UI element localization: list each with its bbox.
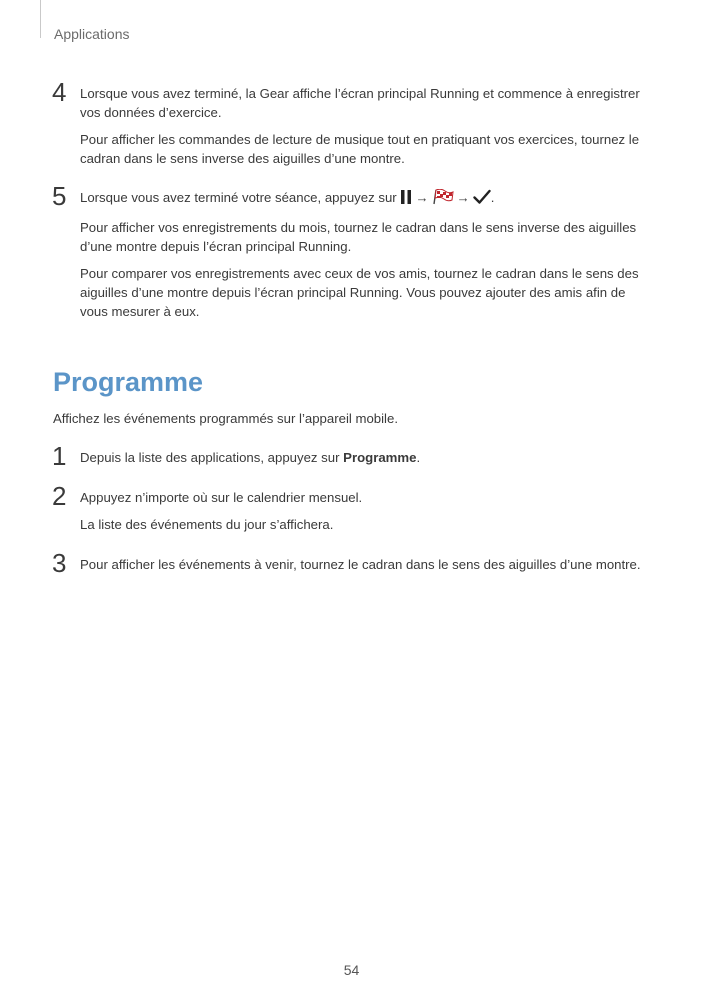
step-body [80, 188, 648, 329]
step-number: 4 [52, 77, 67, 107]
step-text: Lorsque vous avez terminé, la Gear affiche l’écran principal Running et commence à enregistrer vos données d’exercice. [80, 86, 640, 120]
step-text-before: Depuis la liste des applications, appuyez sur [80, 450, 344, 465]
arrow-glyph: → [456, 190, 470, 205]
section-intro: Affichez les événements programmés sur l’appareil mobile. [53, 411, 398, 426]
step-number: 5 [52, 181, 67, 211]
arrow-glyph: → [415, 190, 429, 205]
programme-bold-label: Programme [343, 450, 417, 465]
step-lead-text: Lorsque vous avez terminé votre séance, appuyez sur [80, 190, 397, 205]
step-end-text: . [490, 190, 495, 205]
step-text: Pour afficher les événements à venir, tournez le cadran dans le sens des aiguilles d’une montre. [80, 557, 641, 572]
page-number: 54 [343, 962, 360, 978]
step-body [80, 84, 648, 176]
section-title: Programme [53, 367, 204, 397]
step-number: 1 [52, 441, 67, 471]
step-text: Pour afficher les commandes de lecture de musique tout en pratiquant vos exercices, tournez le cadran dans le sens inverse des aiguilles d’une montre. [80, 132, 640, 166]
step-body [80, 488, 648, 542]
step-text [80, 448, 648, 467]
checkmark-icon [473, 189, 491, 210]
step-text: Pour comparer vos enregistrements avec ceux de vos amis, tournez le cadran dans le sens des aiguilles d’une montre depuis l’écran principal Running. Vous pouvez ajouter des amis afin de vous mesurer à eux. [80, 266, 639, 319]
step-text: Appuyez n’importe où sur le calendrier mensuel. [80, 490, 363, 505]
step-number: 2 [52, 481, 67, 511]
step-body [80, 555, 648, 582]
step-text-after: . [416, 450, 421, 465]
pause-icon [400, 189, 412, 210]
step-body [80, 448, 648, 475]
step-text-with-icons [80, 188, 648, 210]
header-rule [40, 0, 41, 38]
step-number: 3 [52, 548, 67, 578]
step-text: La liste des événements du jour s’affichera. [80, 517, 334, 532]
step-text: Pour afficher vos enregistrements du mois, tournez le cadran dans le sens inverse des aiguilles d’une montre depuis l’écran principal Running. [80, 220, 637, 254]
header-title: Applications [54, 26, 130, 42]
checkered-flag-icon [432, 189, 454, 210]
